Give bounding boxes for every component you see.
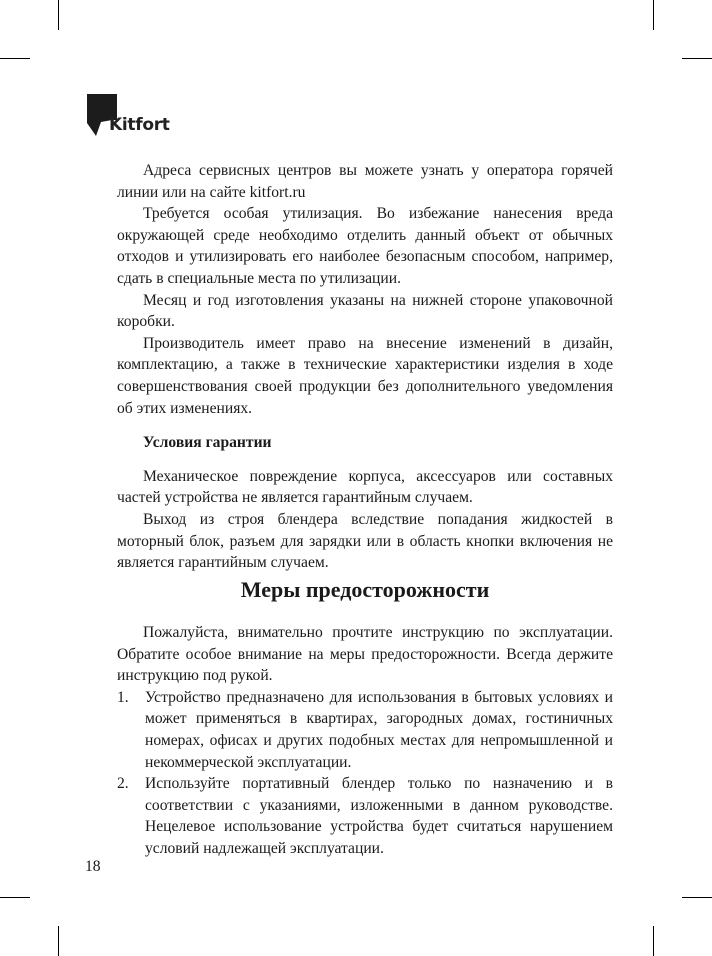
paragraph-manufacture-date: Месяц и год изготовления указаны на нижней стороне упаковочной коробки.	[117, 291, 613, 331]
main-text-block	[117, 160, 613, 574]
crop-mark-top-left-h	[0, 58, 30, 59]
list-item	[117, 687, 613, 773]
page-number: 18	[85, 858, 101, 875]
crop-mark-bottom-right-v	[653, 926, 654, 956]
precautions-intro: Пожалуйста, внимательно прочтите инструкцию по эксплуатации. Обратите особое внимание на меры предосторожности. Всегда держите инструкцию под рукой.	[117, 624, 613, 685]
paragraph-liquid-damage: Выход из строя блендера вследствие попадания жидкостей в моторный блок, разъем для зарядки или в область кнопки включения не является гарантийным случаем.	[117, 510, 613, 572]
warranty-heading: Условия гарантии	[143, 434, 272, 452]
paragraph-service-centers: Адреса сервисных центров вы можете узнать у оператора горячей линии или на сайте kitfort.ru	[117, 162, 613, 201]
precautions-title: Меры предосторожности	[240, 577, 490, 602]
crop-mark-top-right-v	[653, 0, 654, 30]
crop-mark-top-left-v	[58, 0, 59, 30]
list-item-text: Устройство предназначено для использования в бытовых условиях и может применяться в квартирах, загородных домах, гостиничных номерах, офисах и других подобных местах для непромышленной и некоммерческой эксплуатации.	[145, 688, 613, 771]
crop-mark-bottom-left-v	[58, 926, 59, 956]
crop-mark-bottom-left-h	[0, 897, 30, 898]
brand-logo	[85, 94, 185, 138]
paragraph-manufacturer-rights: Производитель имеет право на внесение изменений в дизайн, комплектацию, а также в технические характеристики изделия в ходе совершенствования своей продукции без дополнительного уведомления об этих изменениях.	[117, 334, 613, 417]
brand-name: Kitfort	[109, 115, 170, 135]
precautions-block	[117, 622, 613, 860]
list-item-number: 2.	[117, 775, 129, 793]
crop-mark-top-right-h	[682, 58, 712, 59]
list-item	[117, 773, 613, 859]
list-item-text: Используйте портативный блендер только по назначению и в соответствии с указаниями, изложенными в данном руководстве. Нецелевое использование устройства будет считаться нарушением условий надлежащей эксплуатации.	[145, 775, 613, 857]
list-item-number: 1.	[117, 688, 129, 706]
crop-mark-bottom-right-h	[682, 897, 712, 898]
paragraph-mechanical-damage: Механическое повреждение корпуса, аксессуаров или составных частей устройства не является гарантийным случаем.	[117, 467, 613, 507]
paragraph-disposal: Требуется особая утилизация. Во избежание нанесения вреда окружающей среде необходимо отделить данный объект от обычных отходов и утилизировать его наиболее безопасным способом, например, сдать в специальные места по утилизации.	[117, 205, 613, 287]
